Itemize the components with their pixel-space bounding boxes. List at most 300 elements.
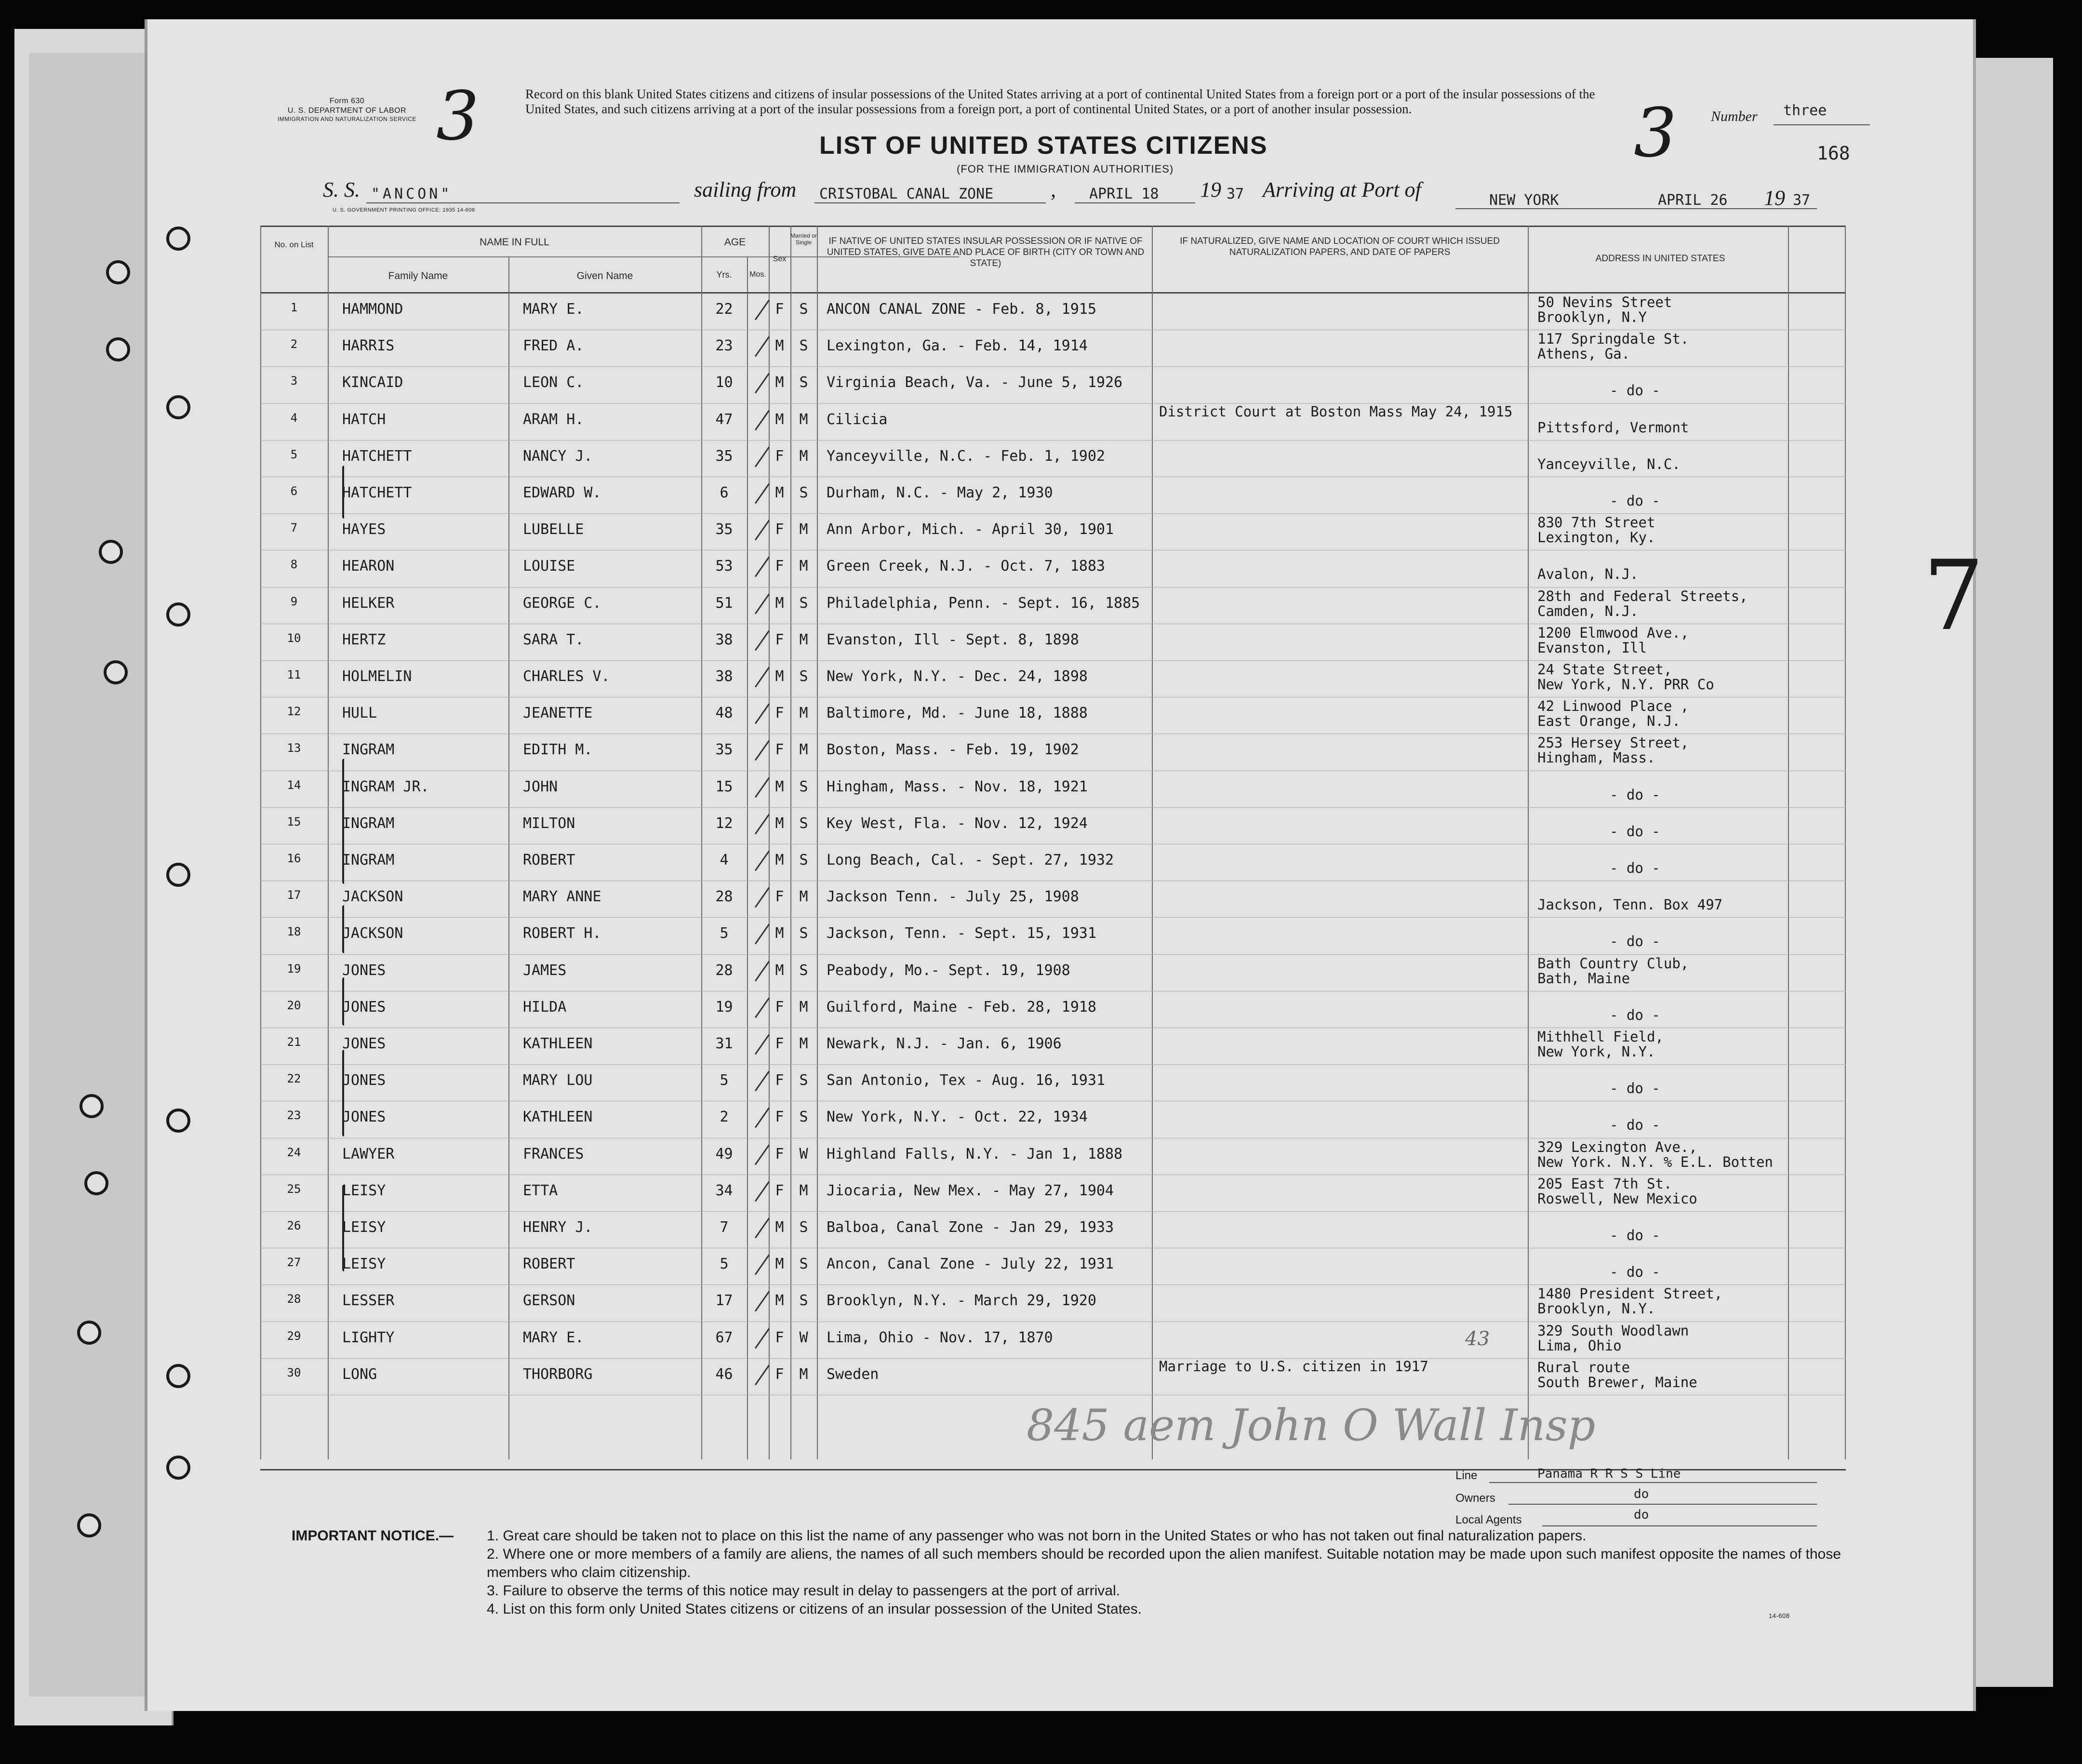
marital-status: M xyxy=(799,1182,808,1199)
given-name: NANCY J. xyxy=(523,447,593,465)
row-number: 17 xyxy=(287,888,301,902)
address-line-2: - do - xyxy=(1610,1006,1660,1023)
given-name: ROBERT xyxy=(523,1256,575,1273)
address xyxy=(1537,1286,1788,1316)
family-name: HAMMOND xyxy=(342,301,403,318)
address-line-1: 830 7th Street xyxy=(1537,514,1655,531)
age-years: 10 xyxy=(715,374,733,391)
sex: M xyxy=(775,1256,784,1273)
family-bracket xyxy=(342,977,344,1026)
age-years: 67 xyxy=(715,1329,733,1346)
checkmark-icon xyxy=(755,777,770,798)
checkmark-icon xyxy=(755,997,770,1018)
departure-year-prefix: 19 xyxy=(1200,178,1221,201)
col-header-family: Family Name xyxy=(388,270,448,281)
given-name: FRANCES xyxy=(523,1145,584,1163)
comma-1: , xyxy=(1051,178,1056,201)
address-line-1 xyxy=(1537,1250,1788,1265)
table-row xyxy=(260,735,1846,771)
table-row xyxy=(260,1285,1846,1322)
marital-status: M xyxy=(799,888,808,906)
table-row xyxy=(260,1249,1846,1285)
sex: F xyxy=(775,1182,784,1199)
table-row xyxy=(260,845,1846,882)
printing-office: U. S. GOVERNMENT PRINTING OFFICE: 1935 14-608 xyxy=(333,207,475,213)
given-name: FRED A. xyxy=(523,337,584,355)
given-name: SARA T. xyxy=(523,631,584,648)
table-row xyxy=(260,661,1846,698)
address-line-1: 50 Nevins Street xyxy=(1537,294,1672,310)
row-number: 4 xyxy=(290,411,298,425)
table-row xyxy=(260,918,1846,955)
address-line-1: 253 Hersey Street, xyxy=(1537,735,1689,751)
given-name: EDITH M. xyxy=(523,741,593,759)
address-line-1: 42 Linwood Place , xyxy=(1537,698,1689,715)
birth-place-date: Virginia Beach, Va. - June 5, 1926 xyxy=(827,374,1123,391)
row-number: 22 xyxy=(287,1072,301,1086)
family-name: INGRAM JR. xyxy=(342,778,429,795)
row-number: 8 xyxy=(290,558,298,572)
table-row xyxy=(260,478,1846,514)
row-number: 24 xyxy=(287,1145,301,1159)
departure-year: 37 xyxy=(1227,186,1244,202)
address-line-2: - do - xyxy=(1610,860,1660,876)
punch-hole-icon xyxy=(166,395,190,419)
address xyxy=(1537,846,1788,876)
checkmark-icon xyxy=(755,1108,770,1128)
table-row xyxy=(260,404,1846,441)
address-line-1: 205 East 7th St. xyxy=(1537,1175,1672,1192)
col-header-sex: Sex xyxy=(773,255,787,263)
age-years: 23 xyxy=(715,337,733,355)
birth-place-date: Green Creek, N.J. - Oct. 7, 1883 xyxy=(827,558,1105,575)
address-line-1 xyxy=(1537,773,1788,788)
notice-heading xyxy=(292,1527,454,1545)
address-line-2: Lexington, Ky. xyxy=(1537,529,1655,546)
address xyxy=(1537,882,1788,912)
birth-place-date: Balboa, Canal Zone - Jan 29, 1933 xyxy=(827,1219,1114,1236)
row-number: 28 xyxy=(287,1292,301,1306)
marital-status: M xyxy=(799,521,808,538)
table-row xyxy=(260,588,1846,625)
punch-hole-icon xyxy=(80,1094,104,1118)
family-name: HATCHETT xyxy=(342,447,412,465)
address-line-2: South Brewer, Maine xyxy=(1537,1374,1697,1390)
address xyxy=(1537,1250,1788,1280)
family-name: KINCAID xyxy=(342,374,403,391)
line-underline xyxy=(1489,1482,1817,1483)
punch-hole-icon xyxy=(166,1456,190,1480)
sex: F xyxy=(775,301,784,318)
age-years: 22 xyxy=(715,301,733,318)
row-rule xyxy=(260,440,1846,441)
row-rule xyxy=(260,366,1846,367)
agents-label: Local Agents xyxy=(1455,1513,1522,1526)
col-header-mos: Mos. xyxy=(749,270,766,279)
address-line-2: Camden, N.J. xyxy=(1537,602,1639,619)
family-name: JONES xyxy=(342,962,386,979)
row-number: 21 xyxy=(287,1035,301,1049)
checkmark-icon xyxy=(755,557,770,577)
owners-value: do xyxy=(1634,1487,1649,1501)
marital-status: M xyxy=(799,447,808,465)
checkmark-icon xyxy=(755,1255,770,1275)
marital-status: S xyxy=(799,1109,808,1126)
given-name: MARY ANNE xyxy=(523,888,601,906)
birth-place-date: Ancon, Canal Zone - July 22, 1931 xyxy=(827,1256,1114,1273)
address-line-2: - do - xyxy=(1610,493,1660,509)
birth-place-date: Philadelphia, Penn. - Sept. 16, 1885 xyxy=(827,594,1140,612)
table-row xyxy=(260,992,1846,1029)
arriving-label: Arriving at Port of xyxy=(1263,178,1421,201)
address-line-1 xyxy=(1537,1066,1788,1081)
given-name: CHARLES V. xyxy=(523,668,610,685)
arrival-year-prefix: 19 xyxy=(1764,186,1785,210)
address-line-1: 28th and Federal Streets, xyxy=(1537,588,1748,604)
sex: M xyxy=(775,852,784,869)
inspector-signature: 845 aem John O Wall Insp xyxy=(1027,1400,1596,1451)
margin-mark: 7 xyxy=(1923,540,1985,652)
address-line-1 xyxy=(1537,479,1788,494)
table-row xyxy=(260,698,1846,735)
checkmark-icon xyxy=(755,483,770,504)
sex: F xyxy=(775,558,784,575)
punch-hole-icon xyxy=(77,1513,101,1537)
address xyxy=(1537,699,1788,729)
arrival-date: APRIL 26 xyxy=(1658,192,1728,209)
address-line-1 xyxy=(1537,919,1788,934)
marital-status: M xyxy=(799,631,808,648)
address xyxy=(1537,1176,1788,1206)
address-line-2: New York, N.Y. PRR Co xyxy=(1537,676,1714,693)
table-row xyxy=(260,441,1846,478)
notice-item-1: 1. Great care should be taken not to place on this list the name of any passenger who was not born in the United States or who has not taken out final naturalization papers. xyxy=(487,1528,1587,1544)
row-number: 2 xyxy=(290,337,298,351)
row-rule xyxy=(260,660,1846,661)
address-line-2: Roswell, New Mexico xyxy=(1537,1190,1697,1207)
birth-place-date: Lima, Ohio - Nov. 17, 1870 xyxy=(827,1329,1053,1346)
address-line-2: Brooklyn, N.Y xyxy=(1537,309,1647,325)
page-title: LIST OF UNITED STATES CITIZENS xyxy=(819,132,1268,160)
col-header-marital: Married or Single xyxy=(790,232,817,246)
birth-place-date: Brooklyn, N.Y. - March 29, 1920 xyxy=(827,1292,1096,1310)
marital-status: S xyxy=(799,337,808,355)
punch-hole-icon xyxy=(106,260,130,284)
checkmark-icon xyxy=(755,1218,770,1239)
sex: F xyxy=(775,1365,784,1383)
birth-place-date: Newark, N.J. - Jan. 6, 1906 xyxy=(827,1035,1062,1052)
birth-place-date: New York, N.Y. - Dec. 24, 1898 xyxy=(827,668,1088,685)
marital-status: W xyxy=(799,1145,808,1163)
family-name: JACKSON xyxy=(342,888,403,906)
sex: F xyxy=(775,1145,784,1163)
row-rule xyxy=(260,1064,1846,1065)
table-row xyxy=(260,514,1846,551)
checkmark-icon xyxy=(755,630,770,651)
age-years: 38 xyxy=(715,668,733,685)
marital-status: M xyxy=(799,705,808,722)
given-name: MARY E. xyxy=(523,1329,584,1346)
given-name: THORBORG xyxy=(523,1365,593,1383)
given-name: HILDA xyxy=(523,998,567,1016)
page-number: 168 xyxy=(1817,143,1850,164)
row-number: 13 xyxy=(287,741,301,755)
col-header-given: Given Name xyxy=(576,270,633,281)
birth-place-date: Boston, Mass. - Feb. 19, 1902 xyxy=(827,741,1079,759)
address-line-1: 24 State Street, xyxy=(1537,661,1672,678)
sex: M xyxy=(775,411,784,428)
age-years: 12 xyxy=(715,815,733,832)
family-name: HATCH xyxy=(342,411,386,428)
notice-heading-text: IMPORTANT NOTICE.— xyxy=(292,1528,454,1544)
sex: M xyxy=(775,484,784,501)
arrival-port: NEW YORK xyxy=(1489,192,1559,209)
table-row xyxy=(260,1065,1846,1102)
address-line-2: Athens, Ga. xyxy=(1537,346,1630,362)
list-mark-right: 3 xyxy=(1634,94,1677,173)
row-number: 16 xyxy=(287,852,301,865)
family-bracket xyxy=(342,905,344,953)
notice-body xyxy=(487,1527,1851,1618)
row-number: 18 xyxy=(287,925,301,939)
address-line-1 xyxy=(1537,882,1788,897)
sex: M xyxy=(775,1219,784,1236)
passenger-table xyxy=(260,226,1846,1459)
table-row xyxy=(260,1102,1846,1138)
notice-item-4: 4. List on this form only United States citizens or citizens of an insular possession of the United States. xyxy=(487,1601,1142,1617)
address-line-2: New York. N.Y. % E.L. Botten xyxy=(1537,1153,1773,1170)
given-name: JOHN xyxy=(523,778,558,795)
family-name: INGRAM xyxy=(342,852,395,869)
number-underline xyxy=(1774,124,1870,125)
header-bottom-rule xyxy=(260,292,1846,294)
marital-status: S xyxy=(799,962,808,979)
service-name: IMMIGRATION AND NATURALIZATION SERVICE xyxy=(277,116,417,122)
address-line-1: 1200 Elmwood Ave., xyxy=(1537,624,1689,641)
family-name: HEARON xyxy=(342,558,395,575)
sex: F xyxy=(775,1109,784,1126)
address xyxy=(1537,1066,1788,1096)
family-bracket xyxy=(342,1050,344,1136)
checkmark-icon xyxy=(755,814,770,834)
checkmark-icon xyxy=(755,1364,770,1385)
table-row xyxy=(260,1176,1846,1212)
form-department-block xyxy=(260,96,434,123)
birth-place-date: Jackson, Tenn. - Sept. 15, 1931 xyxy=(827,925,1096,942)
marital-status: M xyxy=(799,1365,808,1383)
sex: F xyxy=(775,447,784,465)
col-header-age: AGE xyxy=(724,237,746,248)
table-row xyxy=(260,808,1846,845)
checkmark-icon xyxy=(755,704,770,724)
checkmark-icon xyxy=(755,593,770,614)
address-line-1: 117 Springdale St. xyxy=(1537,331,1689,347)
checkmark-icon xyxy=(755,1071,770,1092)
form-number: Form 630 xyxy=(329,97,365,105)
departure-port: CRISTOBAL CANAL ZONE xyxy=(819,186,994,202)
address-line-2: Avalon, N.J. xyxy=(1537,566,1639,583)
given-name: MILTON xyxy=(523,815,575,832)
checkmark-icon xyxy=(755,887,770,908)
row-number: 7 xyxy=(290,521,298,535)
birth-place-date: New York, N.Y. - Oct. 22, 1934 xyxy=(827,1109,1088,1126)
address-line-2: New York, N.Y. xyxy=(1537,1043,1655,1060)
given-name: GERSON xyxy=(523,1292,575,1310)
marital-status: S xyxy=(799,594,808,612)
checkmark-icon xyxy=(755,1144,770,1165)
address-line-2: Lima, Ohio xyxy=(1537,1337,1622,1354)
row-rule xyxy=(260,1211,1846,1212)
address-line-1: 1480 President Street, xyxy=(1537,1285,1723,1302)
age-years: 35 xyxy=(715,741,733,759)
birth-place-date: Baltimore, Md. - June 18, 1888 xyxy=(827,705,1088,722)
age-years: 31 xyxy=(715,1035,733,1052)
sex: F xyxy=(775,741,784,759)
ss-label: S. S. xyxy=(323,178,360,201)
owners-label: Owners xyxy=(1455,1492,1495,1505)
family-name: HELKER xyxy=(342,594,395,612)
checkmark-icon xyxy=(755,520,770,541)
birth-place-date: San Antonio, Tex - Aug. 16, 1931 xyxy=(827,1072,1105,1089)
row-number: 29 xyxy=(287,1329,301,1343)
birth-place-date: Long Beach, Cal. - Sept. 27, 1932 xyxy=(827,852,1114,869)
given-name: LOUISE xyxy=(523,558,575,575)
table-row xyxy=(260,1139,1846,1176)
row-number: 15 xyxy=(287,815,301,829)
family-name: HULL xyxy=(342,705,377,722)
address xyxy=(1537,552,1788,582)
birth-place-date: Highland Falls, N.Y. - Jan 1, 1888 xyxy=(827,1145,1123,1163)
address-line-2: - do - xyxy=(1610,1264,1660,1281)
port-underline xyxy=(1455,208,1658,209)
birth-place-date: Hingham, Mass. - Nov. 18, 1921 xyxy=(827,778,1088,795)
checkmark-icon xyxy=(755,851,770,871)
table-row xyxy=(260,955,1846,992)
address-line-1 xyxy=(1537,1213,1788,1228)
naturalization: District Court at Boston Mass May 24, 1915 xyxy=(1159,403,1513,420)
table-row xyxy=(260,294,1846,331)
address xyxy=(1537,735,1788,765)
age-years: 46 xyxy=(715,1365,733,1383)
address-line-1: 329 South Woodlawn xyxy=(1537,1322,1689,1339)
age-years: 2 xyxy=(720,1109,729,1126)
given-name: LUBELLE xyxy=(523,521,584,538)
row-number: 10 xyxy=(287,631,301,645)
address xyxy=(1537,1029,1788,1059)
marital-status: M xyxy=(799,411,808,428)
col-header-naturalized: IF NATURALIZED, GIVE NAME AND LOCATION OF COURT WHICH ISSUED NATURALIZATION PAPERS, AND DATE OF PAPERS xyxy=(1180,236,1500,257)
line-label: Line xyxy=(1455,1469,1478,1482)
address-line-1 xyxy=(1537,368,1788,383)
age-years: 17 xyxy=(715,1292,733,1310)
sex: F xyxy=(775,705,784,722)
row-rule xyxy=(260,587,1846,588)
naturalization: Marriage to U.S. citizen in 1917 xyxy=(1159,1358,1428,1375)
row-number: 26 xyxy=(287,1219,301,1232)
punch-hole-icon xyxy=(166,863,190,887)
row-number: 20 xyxy=(287,998,301,1012)
checkmark-icon xyxy=(755,373,770,394)
marital-status: S xyxy=(799,852,808,869)
address xyxy=(1537,626,1788,655)
marital-status: S xyxy=(799,484,808,501)
given-name: ARAM H. xyxy=(523,411,584,428)
row-rule xyxy=(260,1284,1846,1285)
sex: F xyxy=(775,1072,784,1089)
address-line-2: - do - xyxy=(1610,823,1660,840)
agents-value: do xyxy=(1634,1508,1649,1522)
sex: F xyxy=(775,888,784,906)
punch-hole-icon xyxy=(166,602,190,627)
address-line-2: Evanston, Ill xyxy=(1537,639,1647,656)
sex: F xyxy=(775,1329,784,1346)
family-name: INGRAM xyxy=(342,741,395,759)
col-header-no: No. on List xyxy=(274,240,314,249)
address xyxy=(1537,1360,1788,1390)
marital-status: S xyxy=(799,301,808,318)
given-name: MARY LOU xyxy=(523,1072,593,1089)
marital-status: W xyxy=(799,1329,808,1346)
table-row xyxy=(260,367,1846,404)
address xyxy=(1537,332,1788,361)
given-name: LEON C. xyxy=(523,374,584,391)
arrival-year: 37 xyxy=(1793,192,1811,209)
checkmark-icon xyxy=(755,446,770,467)
address-line-1 xyxy=(1537,405,1788,420)
given-name: EDWARD W. xyxy=(523,484,601,501)
row-number: 25 xyxy=(287,1182,301,1196)
ship-underline xyxy=(366,202,680,203)
address xyxy=(1537,809,1788,839)
row-number: 23 xyxy=(287,1109,301,1123)
marital-status: M xyxy=(799,741,808,759)
sex: F xyxy=(775,631,784,648)
row-number: 3 xyxy=(290,374,298,388)
family-name: LESSER xyxy=(342,1292,395,1310)
family-name: LEISY xyxy=(342,1256,386,1273)
address xyxy=(1537,1140,1788,1170)
owners-underline xyxy=(1508,1504,1817,1505)
age-years: 19 xyxy=(715,998,733,1016)
age-years: 51 xyxy=(715,594,733,612)
address-line-2: Yanceyville, N.C. xyxy=(1537,455,1681,472)
marital-status: S xyxy=(799,668,808,685)
row-rule xyxy=(260,403,1846,404)
family-name: JONES xyxy=(342,998,386,1016)
dep-date-underline xyxy=(1075,202,1195,203)
sex: M xyxy=(775,815,784,832)
checkmark-icon xyxy=(755,1291,770,1312)
address-line-1 xyxy=(1537,809,1788,824)
age-years: 5 xyxy=(720,1256,729,1273)
marital-status: S xyxy=(799,778,808,795)
col-header-birth: IF NATIVE OF UNITED STATES INSULAR POSSESSION OR IF NATIVE OF UNITED STATES, GIVE DATE AND PLACE OF BIRTH (CITY OR TOWN AND STATE) xyxy=(827,236,1145,268)
row-rule xyxy=(260,1358,1846,1359)
age-years: 5 xyxy=(720,1072,729,1089)
ship-name: "ANCON" xyxy=(371,186,453,202)
sex: M xyxy=(775,594,784,612)
address xyxy=(1537,919,1788,949)
age-years: 4 xyxy=(720,852,729,869)
address xyxy=(1537,442,1788,472)
checkmark-icon xyxy=(755,1328,770,1349)
family-name: JONES xyxy=(342,1035,386,1052)
birth-place-date: Peabody, Mo.- Sept. 19, 1908 xyxy=(827,962,1070,979)
family-name: HATCHETT xyxy=(342,484,412,501)
marital-status: S xyxy=(799,1256,808,1273)
form-code: 14-608 xyxy=(1769,1612,1790,1619)
age-years: 47 xyxy=(715,411,733,428)
